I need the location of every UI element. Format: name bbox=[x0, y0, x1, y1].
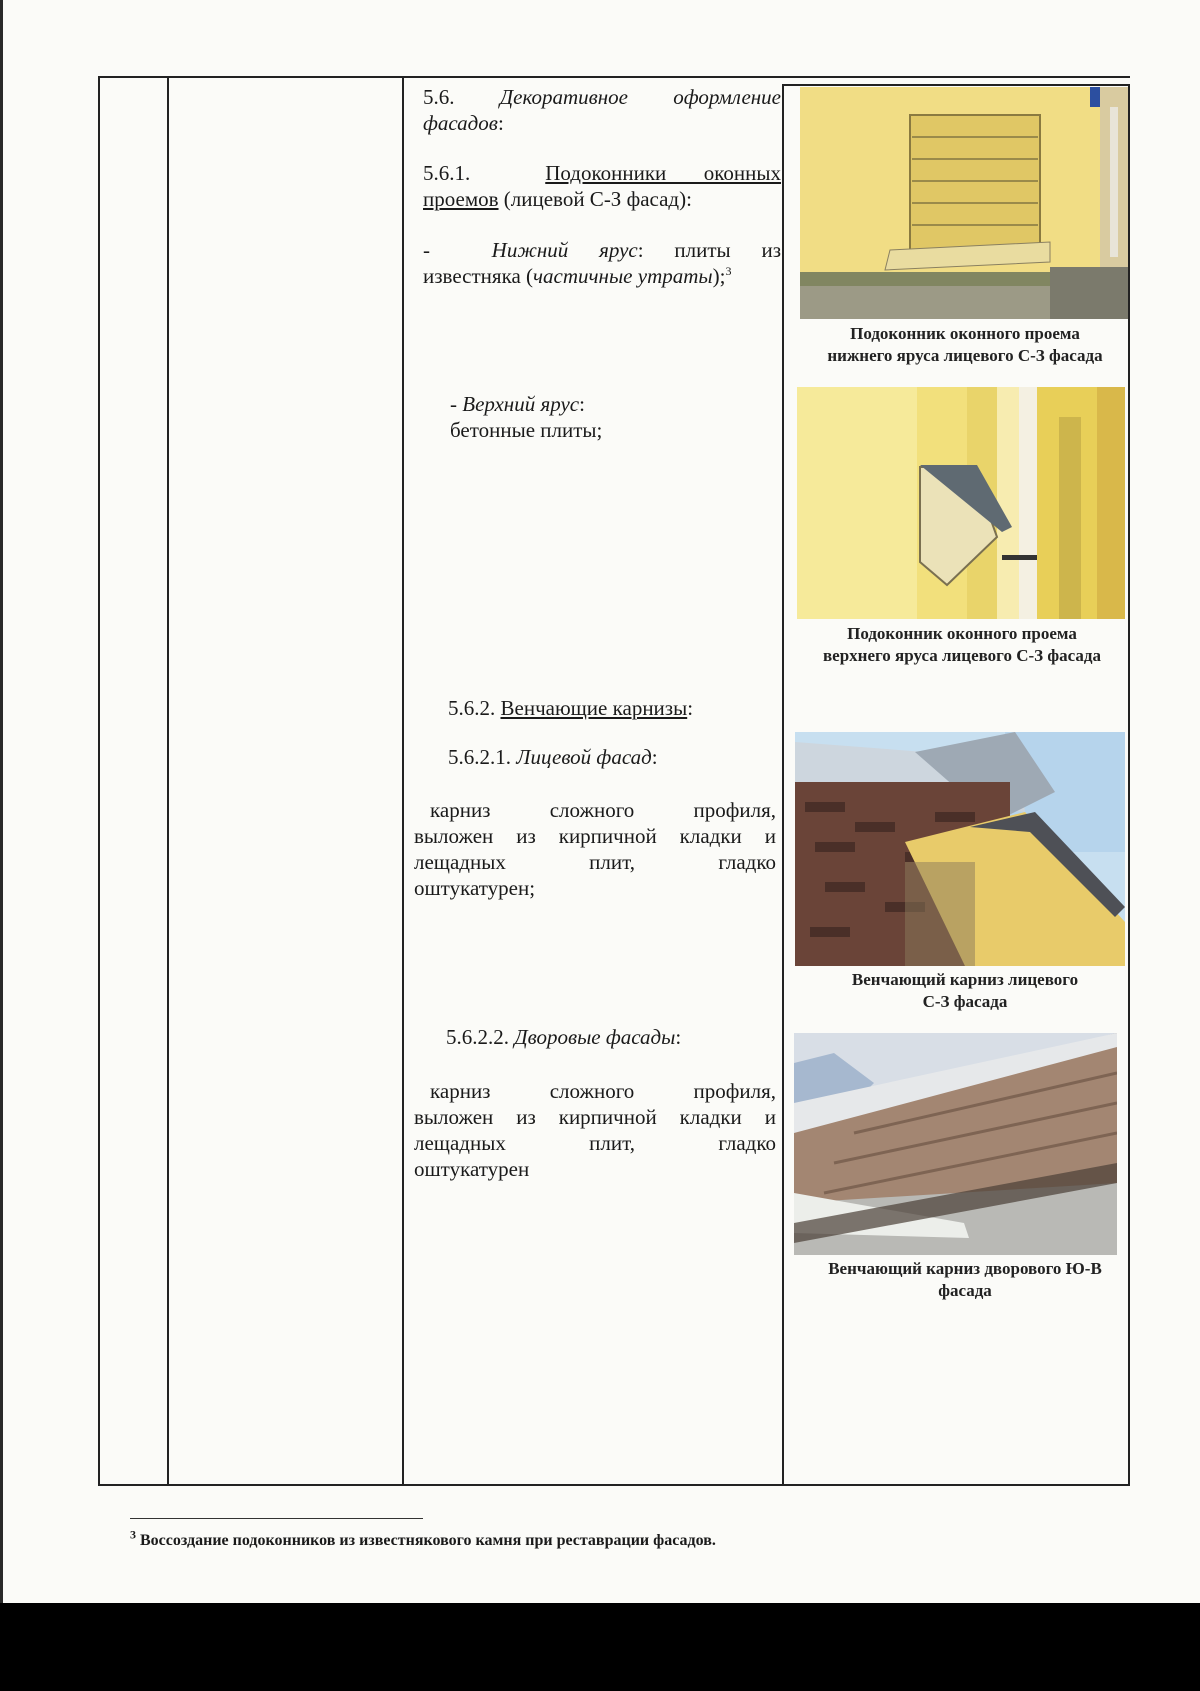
column-divider-1 bbox=[167, 76, 169, 1486]
sills-lower-tier: - Нижний ярус: плиты из известняка (частичные утраты);$^3$ bbox=[423, 238, 781, 288]
table-top-border bbox=[98, 76, 1130, 78]
cornices-heading: 5.6.2. Венчающие карнизы: bbox=[448, 696, 694, 720]
photo1-caption: Подоконник оконного проема нижнего яруса лицевого С-З фасада bbox=[827, 324, 1103, 365]
photo4-caption: Венчающий карниз дворового Ю-В фасада bbox=[828, 1259, 1102, 1300]
section-heading: 5.6. Декоративное оформление фасадов: bbox=[423, 84, 781, 138]
scan-bottom-bar bbox=[0, 1603, 1200, 1691]
photo-lower-window-sill bbox=[800, 87, 1128, 319]
photo-upper-window-sill bbox=[797, 387, 1125, 619]
table-bottom-border bbox=[98, 1484, 1130, 1486]
cornices-front-heading: 5.6.2.1. Лицевой фасад: bbox=[448, 745, 658, 769]
photo-cell-top-border bbox=[782, 84, 1130, 86]
photo-yard-cornice bbox=[794, 1033, 1117, 1255]
cornices-yard-heading: 5.6.2.2. Дворовые фасады: bbox=[446, 1025, 682, 1049]
cornices-yard-text: карниз сложного профиля, выложен из кирпичной кладки и лещадных плит, гладко оштукатурен bbox=[414, 1079, 776, 1181]
footnote-rule bbox=[130, 1518, 423, 1519]
footnote: $^3$ Воссоздание подоконников из известнякового камня при реставрации фасадов. bbox=[130, 1527, 716, 1549]
column-divider-3 bbox=[782, 84, 784, 1484]
photo3-caption: Венчающий карниз лицевого С-З фасада bbox=[851, 970, 1079, 1011]
sills-upper-tier: - Верхний ярус: бетонные плиты; bbox=[450, 392, 603, 442]
cornices-front-text: карниз сложного профиля, выложен из кирпичной кладки и лещадных плит, гладко оштукатурен; bbox=[414, 798, 776, 900]
scan-edge bbox=[0, 0, 3, 1610]
photo2-caption: Подоконник оконного проема верхнего яруса лицевого С-З фасада bbox=[822, 624, 1102, 665]
column-divider-2 bbox=[402, 76, 404, 1486]
sills-heading: 5.6.1. Подоконники оконных проемов (лицевой С-З фасад): bbox=[423, 161, 782, 211]
photo-front-cornice bbox=[795, 732, 1125, 966]
table-left-border bbox=[98, 76, 100, 1486]
